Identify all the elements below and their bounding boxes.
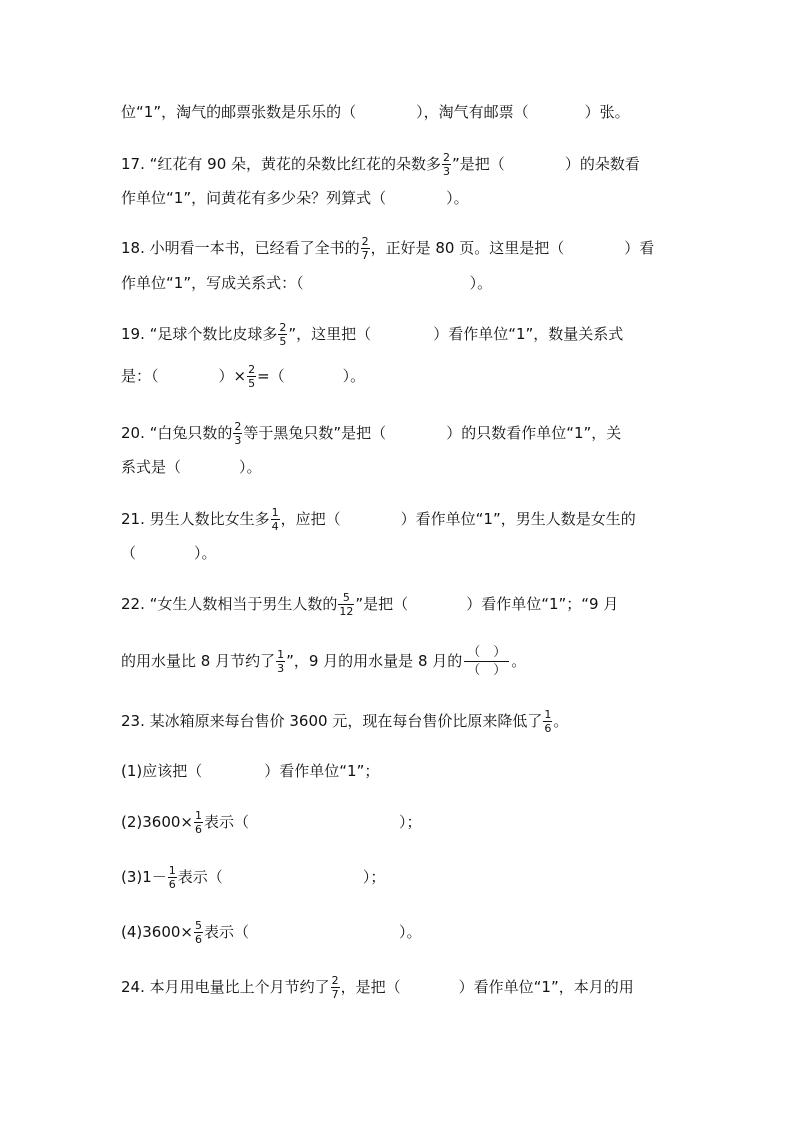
question-20-line-1 [121,421,694,446]
numerator: 2 [248,363,256,376]
text: 位“1”，淘气的邮票张数是乐乐的（ [121,103,357,121]
denominator: 3 [234,434,242,447]
text: ）看作单位“1”；“9 月 [466,595,619,613]
question-22-line-2 [121,646,694,677]
text: ）看作单位“1”； [264,762,380,780]
line-continued-16 [121,102,694,122]
text: 表示（ [204,813,250,831]
fraction [233,421,242,446]
question-22-line-1 [121,592,694,617]
fraction [271,507,280,532]
numerator: 1 [271,506,279,519]
text: (1)应该把（ [121,762,203,780]
numerator: 1 [195,809,202,822]
question-19-line-1 [121,322,694,347]
question-21-line-1 [121,507,694,532]
text: 表示（ [177,868,223,886]
fraction [194,920,203,945]
text: 的用水量比 8 月节约了 [121,652,276,670]
denominator: 6 [168,878,176,891]
numerator: 2 [443,151,451,164]
question-20-line-2 [121,457,694,477]
text: 系式是（ [121,458,182,476]
denominator: 12 [339,605,354,618]
denominator: 5 [248,377,256,390]
text: 22. “女生人数相当于男生人数的 [121,595,338,613]
text: 18. 小明看一本书，已经看了全书的 [121,239,360,257]
text: 等于黑兔只数”是把（ [243,424,387,442]
text: ）。 [399,923,422,941]
question-23-part-3 [121,865,694,890]
fraction [331,975,340,1000]
denominator: 3 [443,165,451,178]
text: ”，9 月的用水量是 8 月的 [286,652,463,670]
text: ）看作单位“1”，男生人数是女生的 [400,510,636,528]
text: 24. 本月用电量比上个月节约了 [121,978,330,996]
question-17-line-2 [121,188,694,208]
text: ）张。 [584,103,630,121]
text: 17. “红花有 90 朵，黄花的朵数比红花的朵数多 [121,155,442,173]
numerator: 1 [277,648,285,661]
numerator: 2 [279,321,287,334]
question-19-line-2 [121,364,694,389]
text: ）× [218,367,247,385]
text: ”是把（ [452,155,505,173]
numerator: 2 [361,235,369,248]
question-24-line-1 [121,975,694,1000]
blank-fraction[interactable] [464,646,509,677]
text: ”，这里把（ [288,325,372,343]
text: ）。 [446,189,469,207]
text: 19. “足球个数比皮球多 [121,325,278,343]
text: ）看作单位“1”，数量关系式 [433,325,624,343]
text: ）。 [194,544,217,562]
text: (2)3600× [121,813,193,831]
text: ，正好是 80 页。这里是把（ [370,239,565,257]
text: 。 [553,712,569,730]
text: ”是把（ [355,595,409,613]
fraction [168,865,177,890]
question-18-line-1 [121,236,694,261]
text: 21. 男生人数比女生多 [121,510,270,528]
denominator: 5 [279,335,287,348]
fraction [194,810,203,835]
text: ）的只数看作单位“1”，关 [446,424,622,442]
text: 表示（ [204,923,250,941]
text: ）的朵数看 [564,155,640,173]
numerator-blank[interactable]: （ ） [464,646,509,662]
fraction [442,152,451,177]
numerator: 2 [331,974,339,987]
question-23-part-2 [121,810,694,835]
text: 作单位“1”，问黄花有多少朵？列算式（ [121,189,387,207]
fraction [276,649,285,674]
denominator: 7 [331,988,339,1001]
text: ，是把（ [340,978,401,996]
denominator: 6 [544,722,552,735]
fraction [278,322,287,347]
text: ）看 [624,239,655,257]
question-18-line-2 [121,273,694,293]
numerator: 1 [544,708,552,721]
denominator: 6 [195,823,202,836]
fraction [338,592,354,617]
text: 作单位“1”，写成关系式：（ [121,274,304,292]
text: 是：（ [121,367,159,385]
text: 。 [511,652,527,670]
text: ）。 [342,367,366,385]
denominator: 6 [195,933,202,946]
text: 23. 某冰箱原来每台售价 3600 元，现在每台售价比原来降低了 [121,712,543,730]
question-21-line-2 [121,543,694,563]
numerator: 5 [195,919,202,932]
text: =（ [257,367,285,385]
numerator: 1 [168,864,176,877]
question-23-part-4 [121,920,694,945]
text: （ [121,544,137,562]
text: ）； [362,868,386,886]
question-17-line-1 [121,152,694,177]
text: ，应把（ [280,510,341,528]
question-23-part-1 [121,761,694,781]
text: ）。 [239,458,262,476]
denominator: 7 [361,249,369,262]
text: (3)1－ [121,868,167,886]
fraction [543,709,552,734]
text: 20. “白兔只数的 [121,424,233,442]
denominator: 3 [277,662,285,675]
text: ）； [399,813,422,831]
text: ）看作单位“1”，本月的用 [458,978,634,996]
text: ）。 [469,274,493,292]
text: (4)3600× [121,923,193,941]
fraction [361,236,370,261]
denominator: 4 [271,520,279,533]
denominator-blank[interactable]: （ ） [467,663,507,678]
text: ），淘气有邮票（ [416,103,529,121]
fraction [247,364,256,389]
numerator: 5 [338,592,354,605]
numerator: 2 [234,420,242,433]
question-23-stem [121,709,694,734]
